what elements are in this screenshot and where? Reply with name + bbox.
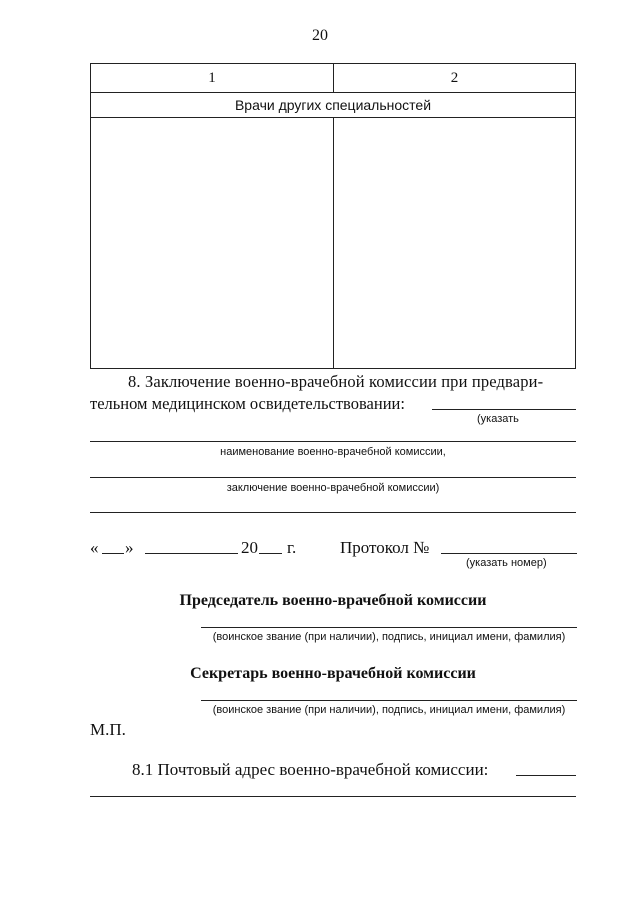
secretary-title: Секретарь военно-врачебной комиссии: [190, 665, 476, 682]
conclusion-field-line[interactable]: [432, 409, 576, 410]
day-field-line[interactable]: [102, 553, 124, 554]
conclusion-hint-indicate: (указать: [477, 413, 519, 425]
table-col1-header: 1: [208, 70, 216, 86]
chairman-signature-line[interactable]: [201, 627, 577, 628]
year-prefix: 20: [241, 538, 258, 557]
year-field-line[interactable]: [259, 553, 282, 554]
protocol-number-field-line[interactable]: [441, 553, 577, 554]
table-section-title: Врачи других специальностей: [234, 97, 432, 113]
chairman-title: Председатель военно-врачебной комиссии: [179, 592, 487, 609]
protocol-hint: (указать номер): [466, 557, 547, 569]
postal-address-label: 8.1 Почтовый адрес военно-врачебной комиссии:: [132, 760, 489, 779]
secretary-hint: (воинское звание (при наличии), подпись, инициал имени, фамилия): [212, 704, 566, 716]
secretary-signature-line[interactable]: [201, 700, 577, 701]
conclusion-field-line[interactable]: [90, 477, 576, 478]
commission-name-hint: наименование военно-врачебной комиссии,: [220, 446, 446, 458]
date-close-quote: »: [125, 538, 134, 557]
page-number: 20: [312, 27, 328, 44]
conclusion-text-line1: 8. Заключение военно-врачебной комиссии при предвари-: [128, 372, 544, 391]
stamp-place: М.П.: [90, 720, 126, 739]
commission-name-field-line[interactable]: [90, 441, 576, 442]
protocol-label: Протокол №: [340, 538, 430, 557]
postal-address-extra-line[interactable]: [90, 796, 576, 797]
conclusion-extra-field-line[interactable]: [90, 512, 576, 513]
table-col2-header: 2: [450, 70, 459, 86]
month-field-line[interactable]: [145, 553, 238, 554]
postal-address-field-line[interactable]: [516, 775, 576, 776]
table-divider: [333, 118, 334, 368]
date-open-quote: «: [90, 538, 99, 557]
conclusion-text-line2: тельном медицинском освидетельствовании:: [90, 394, 405, 413]
doctors-table: [90, 63, 576, 369]
chairman-hint: (воинское звание (при наличии), подпись, инициал имени, фамилия): [212, 631, 566, 643]
year-suffix: г.: [287, 538, 297, 557]
conclusion-hint: заключение военно-врачебной комиссии): [226, 482, 440, 494]
